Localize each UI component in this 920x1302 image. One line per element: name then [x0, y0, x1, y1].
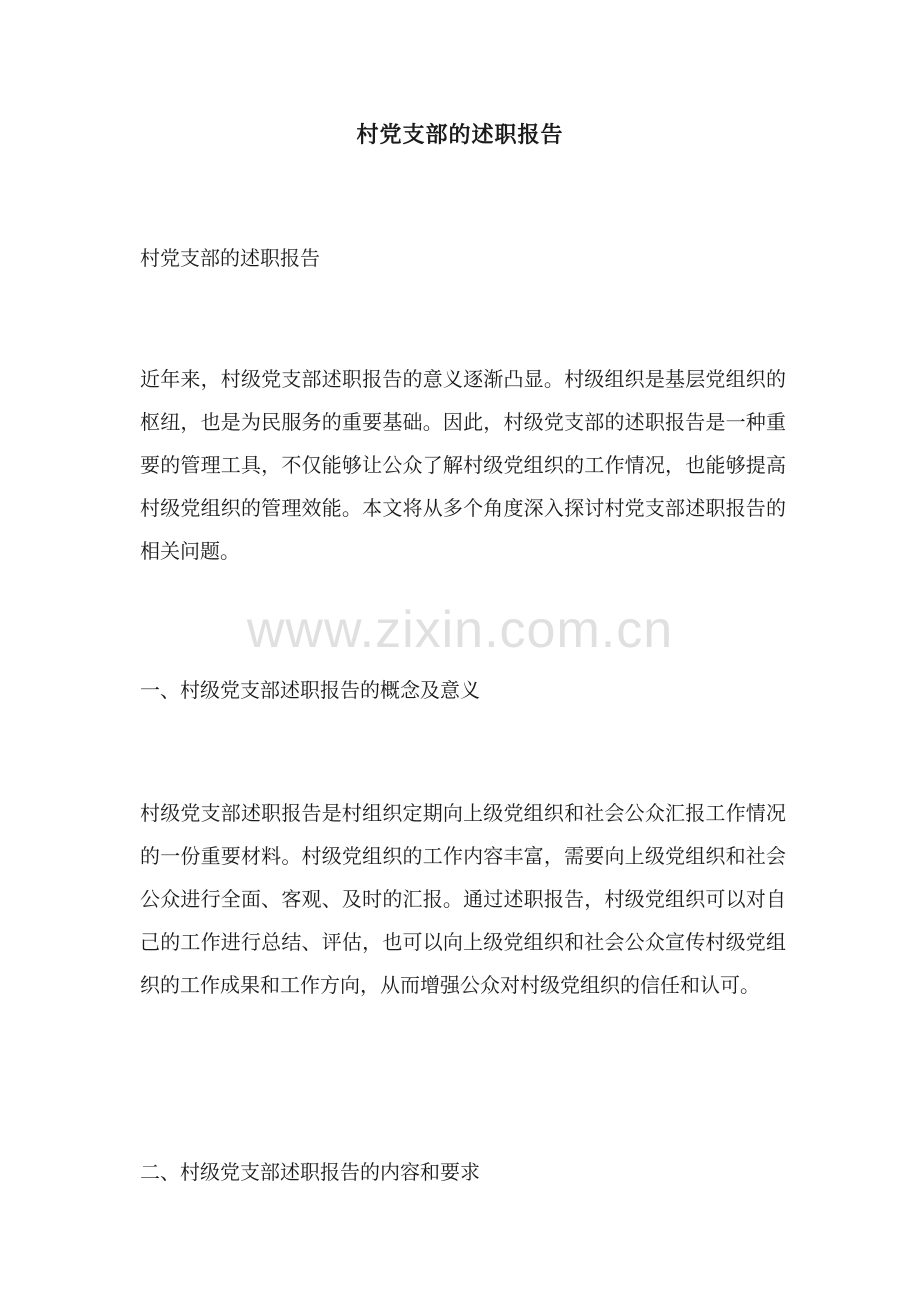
section-heading-1: 一、村级党支部述职报告的概念及意义	[140, 678, 480, 702]
document-subtitle: 村党支部的述职报告	[140, 246, 320, 270]
document-title: 村党支部的述职报告	[356, 122, 564, 148]
paragraph-section-1: 村级党支部述职报告是村组织定期向上级党组织和社会公众汇报工作情况的一份重要材料。村级党组织的工作内容丰富，需要向上级党组织和社会公众进行全面、客观、及时的汇报。通过述职报告，村级党组织可以对自己的工作进行总结、评估，也可以向上级党组织和社会公众宣传村级党组织的工作成果和工作方向，从而增强公众对村级党组织的信任和认可。	[140, 801, 786, 997]
paragraph-intro: 近年来，村级党支部述职报告的意义逐渐凸显。村级组织是基层党组织的枢纽，也是为民服务的重要基础。因此，村级党支部的述职报告是一种重要的管理工具，不仅能够让公众了解村级党组织的工作情况，也能够提高村级党组织的管理效能。本文将从多个角度深入探讨村党支部述职报告的相关问题。	[140, 367, 786, 563]
section-heading-2: 二、村级党支部述职报告的内容和要求	[140, 1160, 480, 1184]
watermark: www.zixin.com.cn	[246, 601, 674, 659]
